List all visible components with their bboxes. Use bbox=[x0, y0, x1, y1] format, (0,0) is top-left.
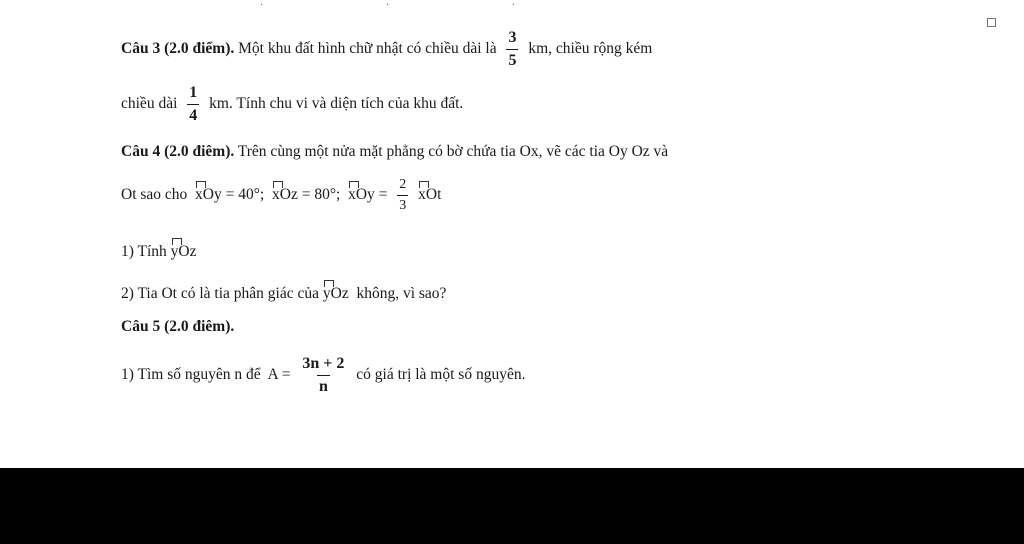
angle-hat-icon bbox=[172, 238, 182, 245]
cropped-top-marks: · · · bbox=[260, 0, 575, 11]
q4-text: Trên cùng một nửa mặt phẳng có bờ chứa tia Ox, vẽ các tia Oy Oz và bbox=[237, 143, 669, 160]
q3-line1 bbox=[121, 30, 652, 69]
q4-title: Câu 4 (2.0 điêm). bbox=[121, 143, 235, 160]
q4-frac-den: 3 bbox=[397, 195, 408, 213]
angle-xoy-2 bbox=[348, 186, 387, 204]
angle-xot bbox=[418, 186, 441, 204]
angle-yoz-2 bbox=[323, 285, 349, 303]
q4-item1 bbox=[121, 243, 196, 261]
q4-item2-text-b: không, vì sao? bbox=[356, 285, 447, 302]
angle-xoy-text: xOy = 40°; bbox=[195, 186, 265, 204]
q4-item2 bbox=[121, 285, 446, 303]
angle-hat-icon bbox=[324, 280, 334, 287]
q4-frac-num: 2 bbox=[399, 177, 407, 192]
q3-text-a: Một khu đất hình chữ nhật có chiều dài là bbox=[238, 40, 497, 58]
angle-hat-icon bbox=[349, 181, 359, 188]
corner-checkbox-icon bbox=[987, 18, 996, 27]
angle-xoz bbox=[272, 186, 340, 204]
q3-frac1-den: 5 bbox=[506, 49, 518, 69]
angle-xoy bbox=[195, 186, 264, 204]
q5-frac-num: 3n + 2 bbox=[302, 355, 345, 372]
q3-line2-a: chiều dài bbox=[121, 95, 178, 113]
angle-yoz-2-text: yOz bbox=[322, 285, 349, 302]
q5-title: Câu 5 (2.0 điêm). bbox=[121, 318, 235, 335]
angle-xoy-2-text: xOy = bbox=[348, 186, 388, 204]
q4-line2-a: Ot sao cho bbox=[121, 186, 188, 204]
q5-item1 bbox=[121, 356, 525, 395]
q3-frac1-num: 3 bbox=[508, 29, 517, 46]
angle-xot-text: xOt bbox=[418, 186, 442, 204]
angle-yoz bbox=[171, 243, 197, 261]
q3-fraction-length bbox=[506, 30, 518, 69]
q3-line2 bbox=[121, 85, 463, 124]
angle-hat-icon bbox=[419, 181, 429, 188]
angle-yoz-text: yOz bbox=[170, 243, 197, 260]
angle-hat-icon bbox=[273, 181, 283, 188]
q4-line2 bbox=[121, 178, 441, 213]
q5-item1-text-a: 1) Tìm số nguyên n để bbox=[121, 366, 261, 384]
angle-xoz-text: xOz = 80°; bbox=[272, 186, 341, 204]
q4-line1 bbox=[121, 143, 668, 161]
q3-frac2-den: 4 bbox=[187, 104, 199, 124]
q4-item1-text: 1) Tính bbox=[121, 243, 167, 260]
q4-item2-text-a: 2) Tia Ot có là tia phân giác của bbox=[121, 285, 320, 302]
q5-item1-text-b: có giá trị là một số nguyên. bbox=[356, 366, 526, 384]
q4-fraction bbox=[397, 178, 408, 213]
q5-frac-den: n bbox=[317, 375, 330, 395]
q3-text-b: km, chiều rộng kém bbox=[528, 40, 653, 58]
q5-fraction bbox=[300, 356, 346, 395]
q3-frac2-num: 1 bbox=[189, 84, 198, 101]
q5-expr-lhs: A = bbox=[267, 366, 291, 384]
q3-fraction-width bbox=[187, 85, 199, 124]
q3-line2-b: km. Tính chu vi và diện tích của khu đất. bbox=[209, 95, 464, 113]
q3-title: Câu 3 (2.0 điểm). bbox=[121, 40, 235, 58]
angle-hat-icon bbox=[196, 181, 206, 188]
black-bottom-bar bbox=[0, 468, 1024, 544]
